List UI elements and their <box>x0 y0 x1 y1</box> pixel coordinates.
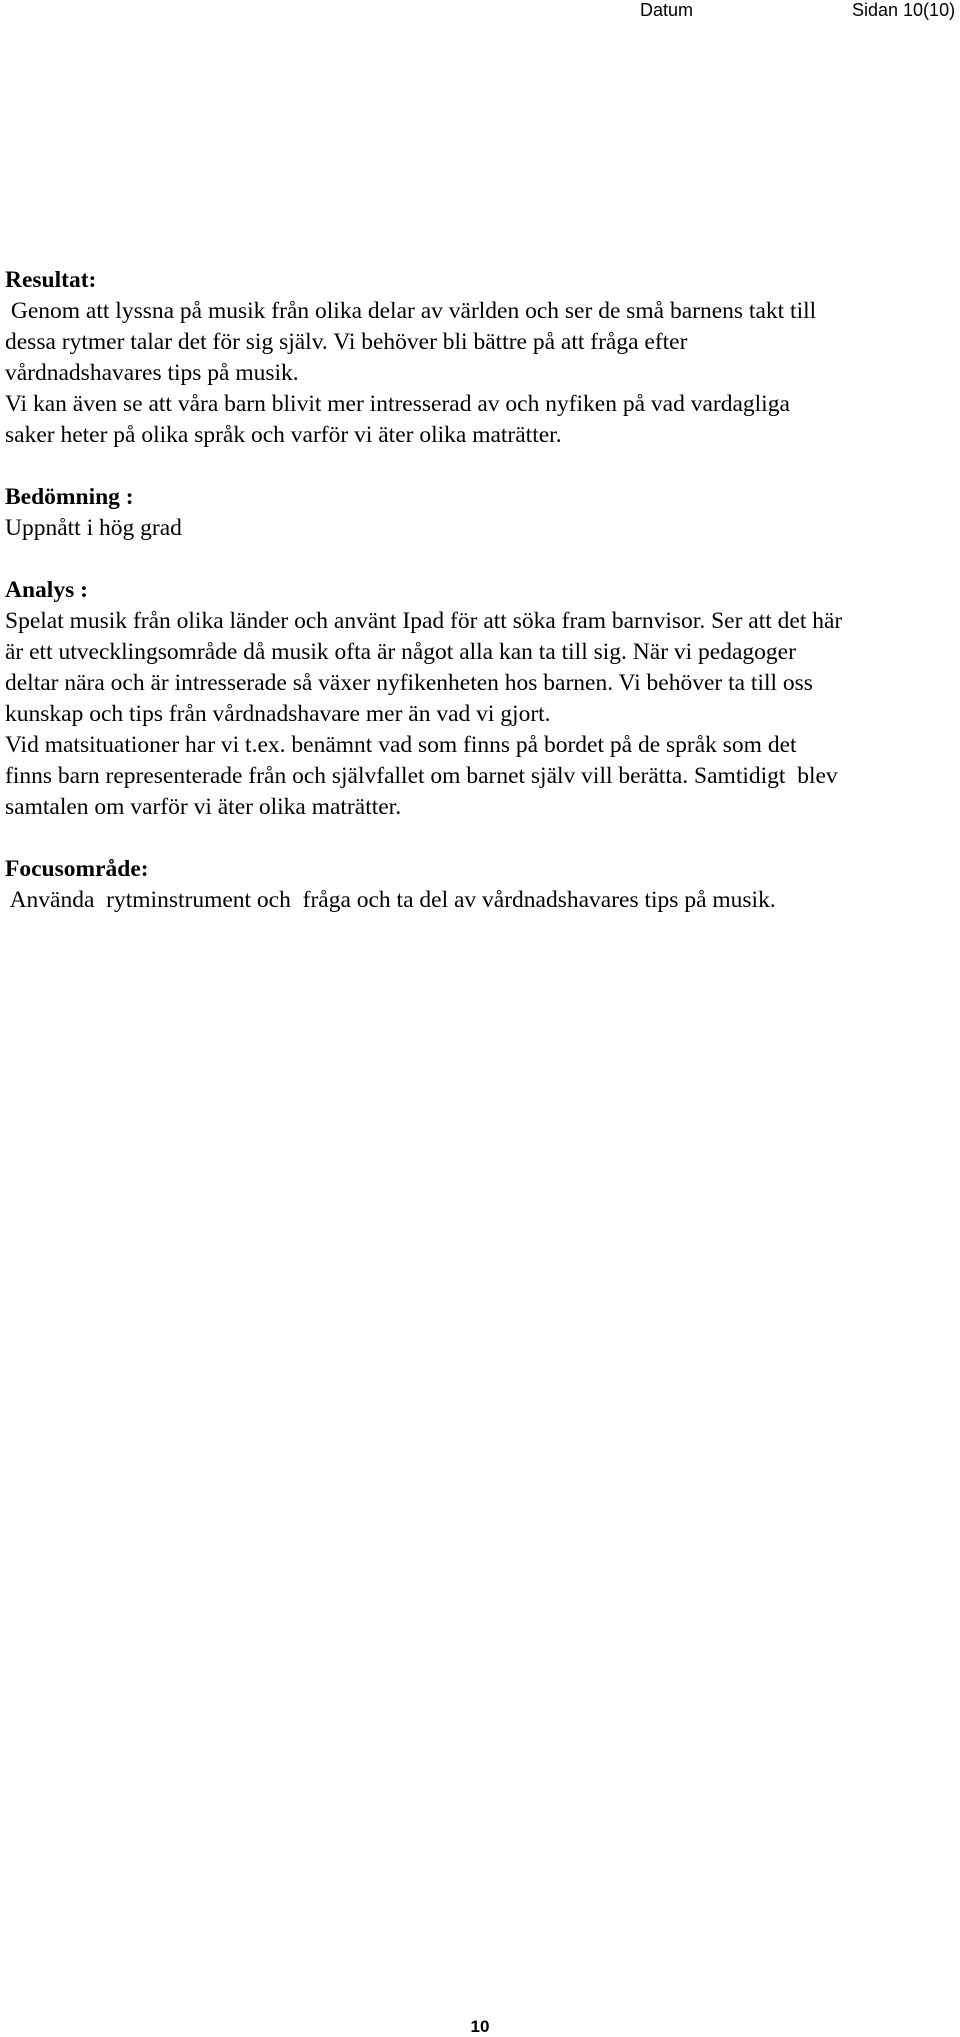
heading-resultat: Resultat: <box>5 267 97 293</box>
section-analys <box>5 575 940 823</box>
section-resultat <box>5 265 940 451</box>
analys-line: finns barn representerade från och självfallet om barnet själv vill berätta. Samtidigt blev <box>5 763 838 789</box>
analys-line: är ett utvecklingsområde då musik ofta är något alla kan ta till sig. När vi pedagoger <box>5 639 796 665</box>
resultat-line: vårdnadshavares tips på musik. <box>5 360 299 386</box>
footer-page-number: 10 <box>470 2017 490 2036</box>
header-date-label: Datum <box>640 0 694 20</box>
focus-line: Använda rytminstrument och fråga och ta del av vårdnadshavares tips på musik. <box>5 887 776 913</box>
resultat-line: saker heter på olika språk och varför vi äter olika maträtter. <box>5 422 562 448</box>
analys-line: deltar nära och är intresserade så växer nyfikenheten hos barnen. Vi behöver ta till oss <box>5 670 813 696</box>
bedomning-line: Uppnått i hög grad <box>5 515 182 541</box>
section-bedomning <box>5 482 940 544</box>
resultat-line: Vi kan även se att våra barn blivit mer intresserad av och nyfiken på vad vardagliga <box>5 391 790 417</box>
section-focus <box>5 854 940 916</box>
page-header <box>0 0 960 24</box>
heading-analys: Analys : <box>5 577 88 603</box>
resultat-line: Genom att lyssna på musik från olika delar av världen och ser de små barnens takt till <box>5 298 817 324</box>
analys-line: Vid matsituationer har vi t.ex. benämnt vad som finns på bordet på de språk som det <box>5 732 797 758</box>
resultat-line: dessa rytmer talar det för sig själv. Vi behöver bli bättre på att fråga efter <box>5 329 688 355</box>
header-page-indicator: Sidan 10(10) <box>852 0 956 20</box>
document-body <box>5 265 940 916</box>
analys-line: Spelat musik från olika länder och använt Ipad för att söka fram barnvisor. Ser att det här <box>5 608 843 634</box>
analys-line: samtalen om varför vi äter olika maträtter. <box>5 794 402 820</box>
heading-bedomning: Bedömning : <box>5 484 134 510</box>
analys-line: kunskap och tips från vårdnadshavare mer än vad vi gjort. <box>5 701 551 727</box>
heading-focus: Focusområde: <box>5 856 149 882</box>
